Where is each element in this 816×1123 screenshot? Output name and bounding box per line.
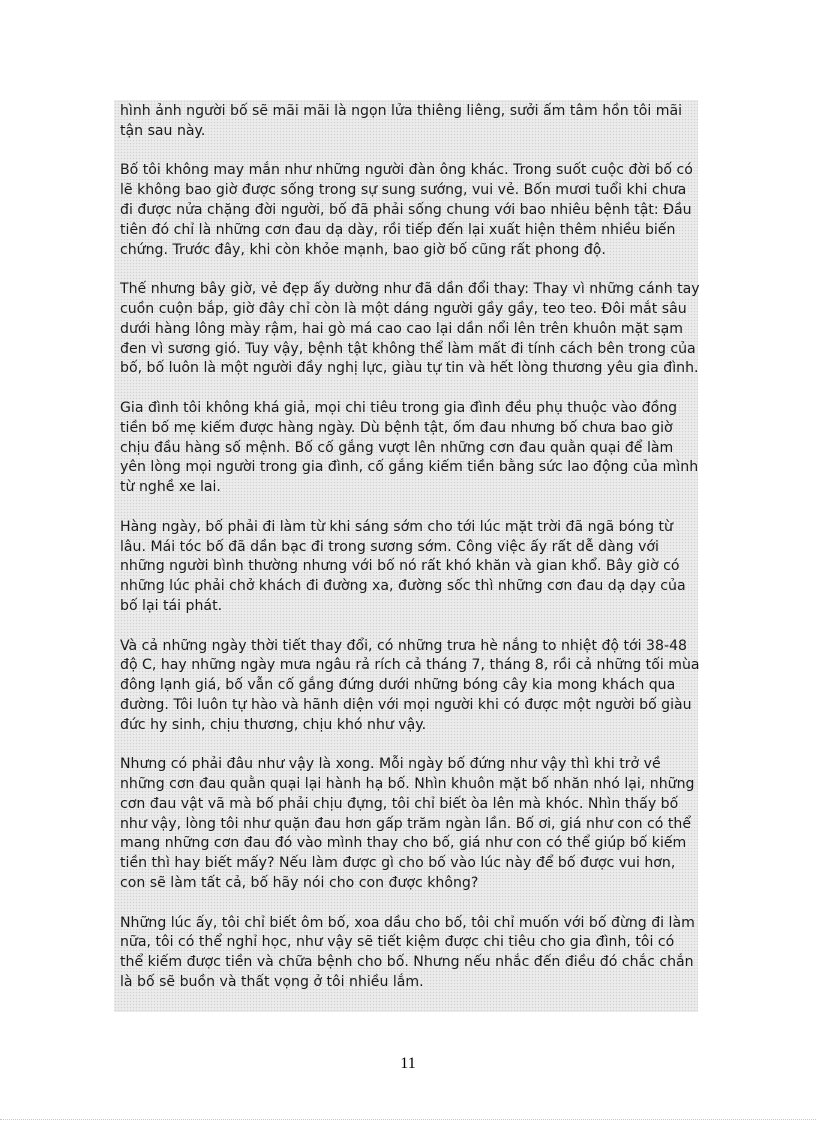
paragraph-5: Hàng ngày, bố phải đi làm từ khi sáng sớm cho tới lúc mặt trời đã ngã bóng từ lâu. Mái tóc bố đã dần bạc đi trong sương sớm. Công việc ấy rất dễ dàng với những người bình thường nhưng với bố nó rất khó khăn và gian khổ. Bây giờ có những lúc phải chở khách đi đường xa, đường sốc thì những cơn đau dạ dạy của bố lại tái phát. (120, 518, 686, 614)
paragraph-7: Nhưng có phải đâu như vậy là xong. Mỗi ngày bố đứng như vậy thì khi trở về những cơn đau quằn quại lại hành hạ bố. Nhìn khuôn mặt bố nhăn nhó lại, những cơn đau vật vã mà bố phải chịu đựng, tôi chỉ biết òa lên mà khóc. Nhìn thấy bố như vậy, lòng tôi như quặn đau hơn gấp trăm ngàn lần. Bố ơi, giá như con có thể mang những cơn đau đó vào mình thay cho bố, giá như con có thể giúp bố kiếm tiền thì hay biết mấy? Nếu làm được gì cho bố vào lúc này để bố được vui hơn, con sẽ làm tất cả, bố hãy nói cho con được không? (120, 756, 695, 892)
paragraph-3: Thế nhưng bây giờ, vẻ đẹp ấy dường như đã dần đổi thay: Thay vì những cánh tay cuồn cuộn bắp, giờ đây chỉ còn là một dáng người gầy gầy, teo teo. Đôi mắt sâu dưới hàng lông mày rậm, hai gò má cao cao lại dần nổi lên trên khuôn mặt sạm đen vì sương gió. Tuy vậy, bệnh tật không thể làm mất đi tính cách bên trong của bố, bố luôn là một người đầy nghị lực, giàu tự tin và hết lòng thương yêu gia đình. (120, 281, 700, 377)
body-text (120, 102, 700, 1013)
paragraph-8: Những lúc ấy, tôi chỉ biết ôm bố, xoa dầu cho bố, tôi chỉ muốn với bố đừng đi làm nữa, tôi có thể nghỉ học, như vậy sẽ tiết kiệm được chi tiêu cho gia đình, tôi có thể kiếm được tiền và chữa bệnh cho bố. Nhưng nếu nhắc đến điều đó chắc chắn là bố sẽ buồn và thất vọng ở tôi nhiều lắm. (120, 914, 695, 991)
paragraph-6: Và cả những ngày thời tiết thay đổi, có những trưa hè nắng to nhiệt độ tới 38-48 độ C, hay những ngày mưa ngâu rả rích cả tháng 7, tháng 8, rồi cả những tối mùa đông lạnh giá, bố vẫn cố gắng đứng dưới những bóng cây kia mong khách qua đường. Tôi luôn tự hào và hãnh diện với mọi người khi có được một người bố giàu đức hy sinh, chịu thương, chịu khó như vậy. (120, 637, 700, 733)
paragraph-4: Gia đình tôi không khá giả, mọi chi tiêu trong gia đình đều phụ thuộc vào đồng tiền bố mẹ kiếm được hàng ngày. Dù bệnh tật, ốm đau nhưng bố chưa bao giờ chịu đầu hàng số mệnh. Bố cố gắng vượt lên những cơn đau quằn quại để làm yên lòng mọi người trong gia đình, cố gắng kiếm tiền bằng sức lao động của mình từ nghề xe lai. (120, 399, 699, 496)
paragraph-2: Bố tôi không may mắn như những người đàn ông khác. Trong suốt cuộc đời bố có lẽ không bao giờ được sống trong sự sung sướng, vui vẻ. Bốn mươi tuổi khi chưa đi được nửa chặng đời người, bố đã phải sống chung với bao nhiêu bệnh tật: Đầu tiên đó chỉ là những cơn đau dạ dày, rồi tiếp đến lại xuất hiện thêm nhiều biến chứng. Trước đây, khi còn khỏe mạnh, bao giờ bố cũng rất phong độ. (120, 162, 693, 258)
paragraph-1: hình ảnh người bố sẽ mãi mãi là ngọn lửa thiêng liêng, sưởi ấm tâm hồn tôi mãi tận sau này. (120, 103, 683, 139)
page-bottom-divider (0, 1119, 816, 1120)
page-number: 11 (400, 1055, 416, 1072)
